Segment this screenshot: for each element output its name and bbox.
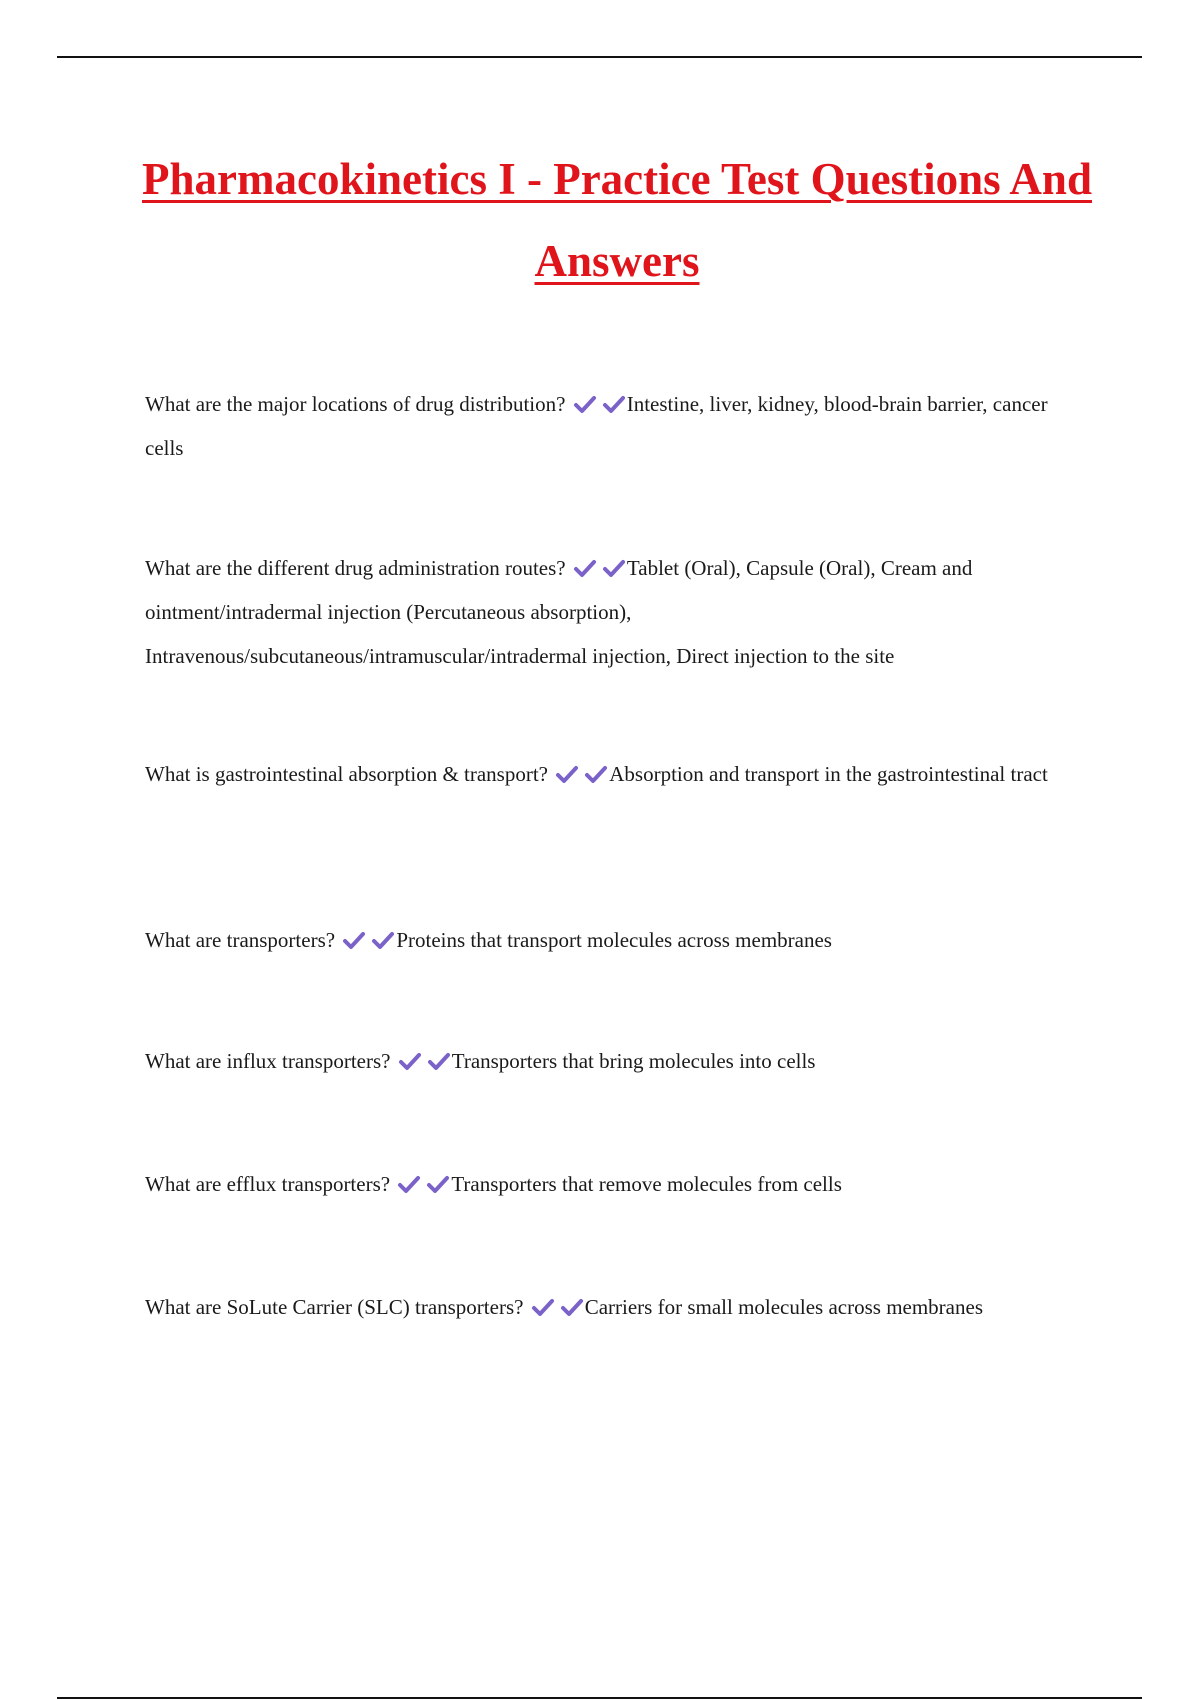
question-text: What are the major locations of drug distribution? [145, 392, 566, 416]
question-text: What are transporters? [145, 928, 336, 952]
question-text: What are influx transporters? [145, 1049, 391, 1073]
top-rule [57, 56, 1142, 58]
answer-text: Carriers for small molecules across membranes [584, 1295, 983, 1319]
answer-text: Intestine, liver, kidney, blood-brain barrier, cancer cells [145, 392, 1048, 460]
qa-item-4 [145, 918, 1070, 962]
checkmark-icon [584, 764, 608, 784]
question-text: What are SoLute Carrier (SLC) transporters? [145, 1295, 524, 1319]
checkmark-icon [371, 930, 395, 950]
qa-item-7 [145, 1285, 1070, 1329]
checkmark-icon [426, 1174, 450, 1194]
checkmark-icon [573, 394, 597, 414]
answer-text: Transporters that bring molecules into cells [451, 1049, 816, 1073]
checkmark-icon [531, 1297, 555, 1317]
answer-text: Tablet (Oral), Capsule (Oral), Cream and ointment/intradermal injection (Percutaneous absorption), Intravenous/subcutaneous/intramuscular/intradermal injection, Direct injection to the site [145, 556, 973, 668]
checkmark-icon [560, 1297, 584, 1317]
bottom-rule [57, 1697, 1142, 1699]
checkmark-icon [555, 764, 579, 784]
question-text: What are the different drug administration routes? [145, 556, 566, 580]
qa-item-2 [145, 546, 1070, 678]
question-text: What is gastrointestinal absorption & transport? [145, 762, 548, 786]
checkmark-icon [602, 394, 626, 414]
checkmark-icon [397, 1174, 421, 1194]
question-text: What are efflux transporters? [145, 1172, 391, 1196]
qa-item-1 [145, 382, 1070, 470]
qa-item-5 [145, 1039, 1070, 1083]
checkmark-icon [427, 1051, 451, 1071]
qa-item-6 [145, 1162, 1070, 1206]
checkmark-icon [573, 558, 597, 578]
checkmark-icon [602, 558, 626, 578]
qa-item-3 [145, 752, 1070, 796]
page-title: Pharmacokinetics I - Practice Test Questions And Answers [142, 154, 1092, 286]
answer-text: Proteins that transport molecules across membranes [396, 928, 832, 952]
checkmark-icon [342, 930, 366, 950]
answer-text: Transporters that remove molecules from cells [451, 1172, 842, 1196]
answer-text: Absorption and transport in the gastrointestinal tract [609, 762, 1048, 786]
checkmark-icon [398, 1051, 422, 1071]
